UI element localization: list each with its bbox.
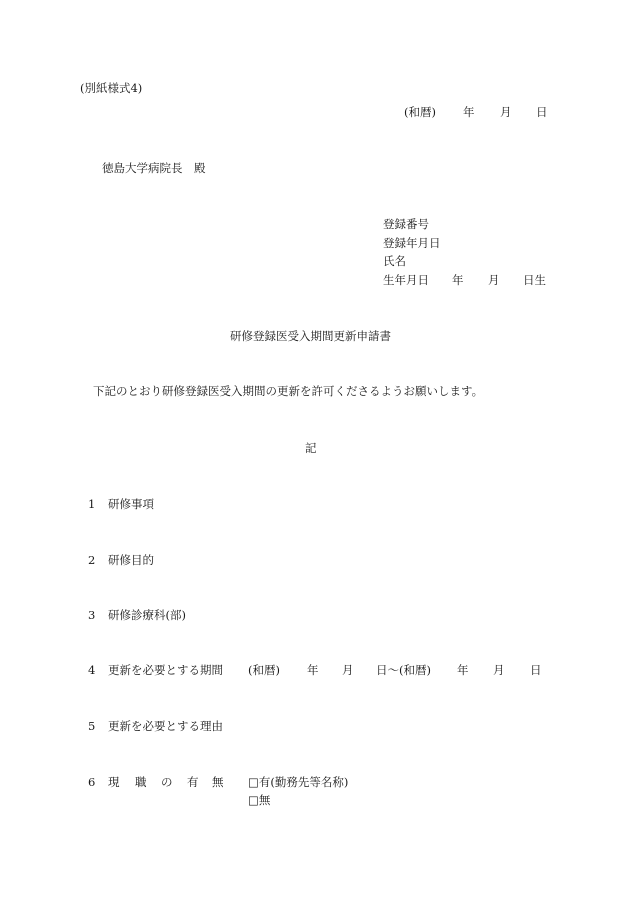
item-label-renewal-reason: 更新を必要とする理由	[108, 719, 223, 733]
period-from-era: (和暦)	[248, 663, 280, 677]
date-month: 月	[500, 105, 512, 119]
item-number: 2	[88, 553, 96, 567]
document-title: 研修登録医受入期間更新申請書	[230, 329, 391, 343]
reg-number-label: 登録番号	[383, 217, 429, 231]
birth-label: 生年月日	[383, 273, 429, 287]
item-label-training-department: 研修診療科(部)	[108, 608, 186, 622]
request-text: 下記のとおり研修登録医受入期間の更新を許可くださるようお願いします。	[93, 384, 484, 398]
period-from-day-to-era: 日～(和暦)	[376, 663, 431, 677]
item-label-char: 無	[212, 775, 224, 789]
period-to-month: 月	[493, 663, 505, 677]
item-label-training-matters: 研修事項	[108, 497, 154, 511]
period-from-month: 月	[342, 663, 354, 677]
ki-heading: 記	[305, 441, 317, 455]
period-to-day: 日	[530, 663, 542, 677]
period-to-year: 年	[457, 663, 469, 677]
date-day: 日	[536, 105, 548, 119]
item-number: 3	[88, 608, 96, 622]
birth-year: 年	[452, 273, 464, 287]
item-number: 1	[88, 497, 96, 511]
form-id: (別紙様式4)	[80, 81, 143, 95]
item-number: 4	[88, 663, 96, 677]
item-number: 5	[88, 719, 96, 733]
employment-option-no: □無	[248, 793, 271, 807]
reg-date-label: 登録年月日	[383, 236, 441, 250]
item-label-char: の	[161, 775, 173, 789]
name-label: 氏名	[383, 254, 406, 268]
item-number: 6	[88, 775, 96, 789]
date-era: (和暦)	[404, 105, 436, 119]
addressee: 徳島大学病院長 殿	[102, 161, 206, 175]
item-label-char: 現	[108, 775, 120, 789]
item-label-training-purpose: 研修目的	[108, 553, 154, 567]
item-label-char: 職	[135, 775, 147, 789]
birth-month: 月	[488, 273, 500, 287]
period-from-year: 年	[307, 663, 319, 677]
employment-option-yes: □有(勤務先等名称)	[248, 775, 349, 789]
item-label-char: 有	[187, 775, 199, 789]
date-year: 年	[463, 105, 475, 119]
birth-day: 日生	[523, 273, 546, 287]
item-label-renewal-period: 更新を必要とする期間	[108, 663, 223, 677]
